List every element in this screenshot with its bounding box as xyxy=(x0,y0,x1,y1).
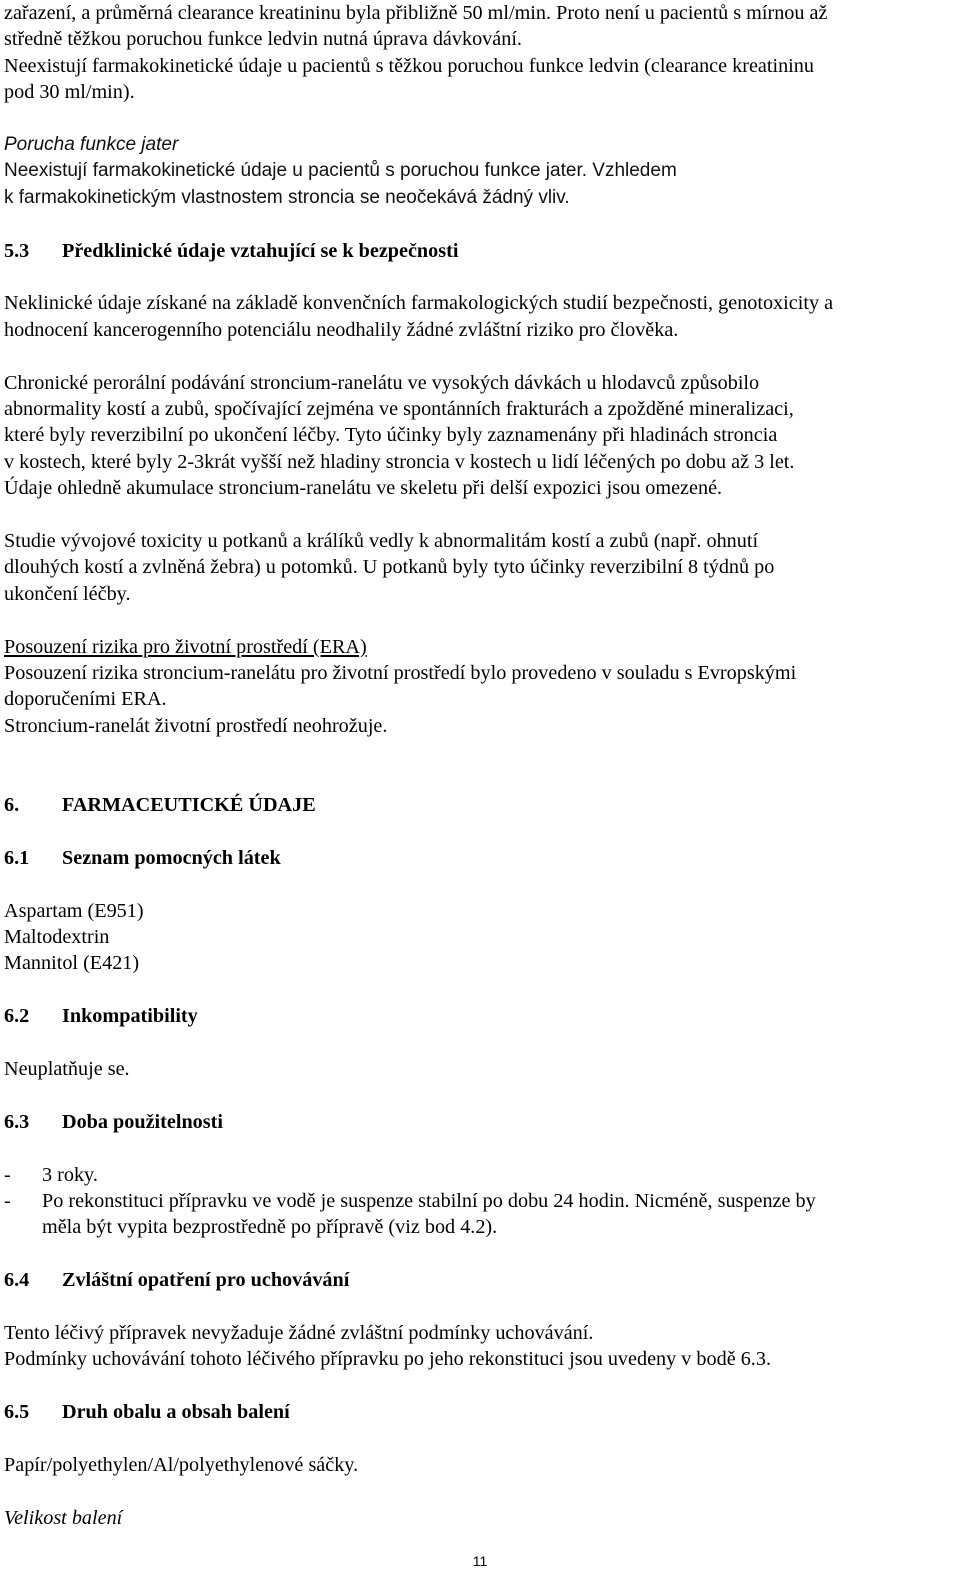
section-number: 5.3 xyxy=(4,239,30,262)
pack-size-title: Velikost balení xyxy=(4,1506,123,1529)
section-number: 6.3 xyxy=(4,1110,30,1133)
section-title: FARMACEUTICKÉ ÚDAJE xyxy=(62,794,316,817)
section-6-5-heading xyxy=(4,1399,956,1425)
era-title: Posouzení rizika pro životní prostředí (ERA) xyxy=(4,635,367,658)
section-6-1-heading xyxy=(4,845,956,871)
era-line-1: Posouzení rizika stroncium-ranelátu pro životní prostředí bylo provedeno v souladu s Evropskými xyxy=(4,662,797,685)
intro-line-2: středně těžkou poruchou funkce ledvin nutná úprava dávkování. xyxy=(4,28,522,51)
s53-p3-line-2: dlouhých kostí a zvlněná žebra) u potomků. U potkanů byly tyto účinky reverzibilní 8 týdnů po xyxy=(4,556,775,579)
intro-line-3: Neexistují farmakokinetické údaje u pacientů s těžkou poruchou funkce ledvin (clearance kreatininu xyxy=(4,54,814,77)
section-title: Inkompatibility xyxy=(62,1005,198,1028)
s53-p1-line-2: hodnocení kancerogenního potenciálu neodhalily žádné zvláštní riziko pro člověka. xyxy=(4,318,679,341)
s53-p2-line-1: Chronické perorální podávání stroncium-ranelátu ve vysokých dávkách u hlodavců způsobilo xyxy=(4,371,760,394)
intro-line-1: zařazení, a průměrná clearance kreatininu byla přibližně 50 ml/min. Proto není u pacientů s mírnou až xyxy=(4,2,828,24)
hepatic-line-1: Neexistují farmakokinetické údaje u pacientů s poruchou funkce jater. Vzhledem xyxy=(4,160,677,182)
storage-line-1: Tento léčivý přípravek nevyžaduje žádné zvláštní podmínky uchovávání. xyxy=(4,1322,594,1345)
container-text: Papír/polyethylen/Al/polyethylenové sáčky. xyxy=(4,1454,359,1477)
shelf-life-text-line-1: Po rekonstituci přípravku ve vodě je suspenze stabilní po dobu 24 hodin. Nicméně, suspenze by xyxy=(42,1190,816,1213)
s53-p3-line-3: ukončení léčby. xyxy=(4,582,131,605)
shelf-life-text-line-2: měla být vypita bezprostředně po přípravě (viz bod 4.2). xyxy=(42,1216,498,1239)
s53-p2-line-4: v kostech, které byly 2-3krát vyšší než hladiny stroncia v kostech u lidí léčených po dobu až 3 let. xyxy=(4,450,795,473)
section-number: 6.1 xyxy=(4,846,30,869)
section-6-4-heading xyxy=(4,1267,956,1293)
storage-line-2: Podmínky uchovávání tohoto léčivého přípravku po jeho rekonstituci jsou uvedeny v bodě 6.3. xyxy=(4,1348,771,1371)
document-page xyxy=(4,0,956,1531)
excipient-item: Maltodextrin xyxy=(4,926,110,949)
s53-p3-line-1: Studie vývojové toxicity u potkanů a králíků vedly k abnormalitám kostí a zubů (např. ohnutí xyxy=(4,530,759,553)
section-5-3-heading xyxy=(4,238,956,264)
excipient-item: Aspartam (E951) xyxy=(4,899,144,922)
section-title: Druh obalu a obsah balení xyxy=(62,1401,290,1424)
intro-line-4: pod 30 ml/min). xyxy=(4,81,135,104)
shelf-life-item xyxy=(4,1162,956,1188)
s53-p2-line-5: Údaje ohledně akumulace stroncium-ranelátu ve skeletu při delší expozici jsou omezené. xyxy=(4,477,723,500)
list-dash: - xyxy=(4,1163,11,1186)
era-line-3: Stroncium-ranelát životní prostředí neohrožuje. xyxy=(4,714,388,737)
section-6-3-heading xyxy=(4,1109,956,1135)
section-number: 6.4 xyxy=(4,1269,30,1292)
section-title: Doba použitelnosti xyxy=(62,1110,223,1133)
s53-p1-line-1: Neklinické údaje získané na základě konvenčních farmakologických studií bezpečnosti, genotoxicity a xyxy=(4,292,834,315)
section-number: 6.2 xyxy=(4,1005,30,1028)
section-title: Zvláštní opatření pro uchovávání xyxy=(62,1269,350,1292)
excipient-item: Mannitol (E421) xyxy=(4,952,140,975)
section-6-heading xyxy=(4,792,956,818)
shelf-life-text: 3 roky. xyxy=(42,1163,98,1186)
section-6-2-heading xyxy=(4,1003,956,1029)
hepatic-line-2: k farmakokinetickým vlastnostem stroncia se neočekává žádný vliv. xyxy=(4,186,570,208)
page-number: 11 xyxy=(472,1553,488,1569)
section-title: Předklinické údaje vztahující se k bezpečnosti xyxy=(62,239,459,262)
section-number: 6.5 xyxy=(4,1401,30,1424)
section-number: 6. xyxy=(4,794,20,817)
s53-p2-line-3: které byly reverzibilní po ukončení léčby. Tyto účinky byly zaznamenány při hladinách stroncia xyxy=(4,424,778,447)
incompatibility-text: Neuplatňuje se. xyxy=(4,1058,130,1081)
era-line-2: doporučeními ERA. xyxy=(4,688,167,711)
s53-p2-line-2: abnormality kostí a zubů, spočívající zejména ve spontánních frakturách a zpožděné mineralizaci, xyxy=(4,398,794,421)
hepatic-title: Porucha funkce jater xyxy=(4,134,179,156)
list-dash: - xyxy=(4,1190,11,1213)
shelf-life-item xyxy=(4,1188,956,1241)
section-title: Seznam pomocných látek xyxy=(62,846,281,869)
